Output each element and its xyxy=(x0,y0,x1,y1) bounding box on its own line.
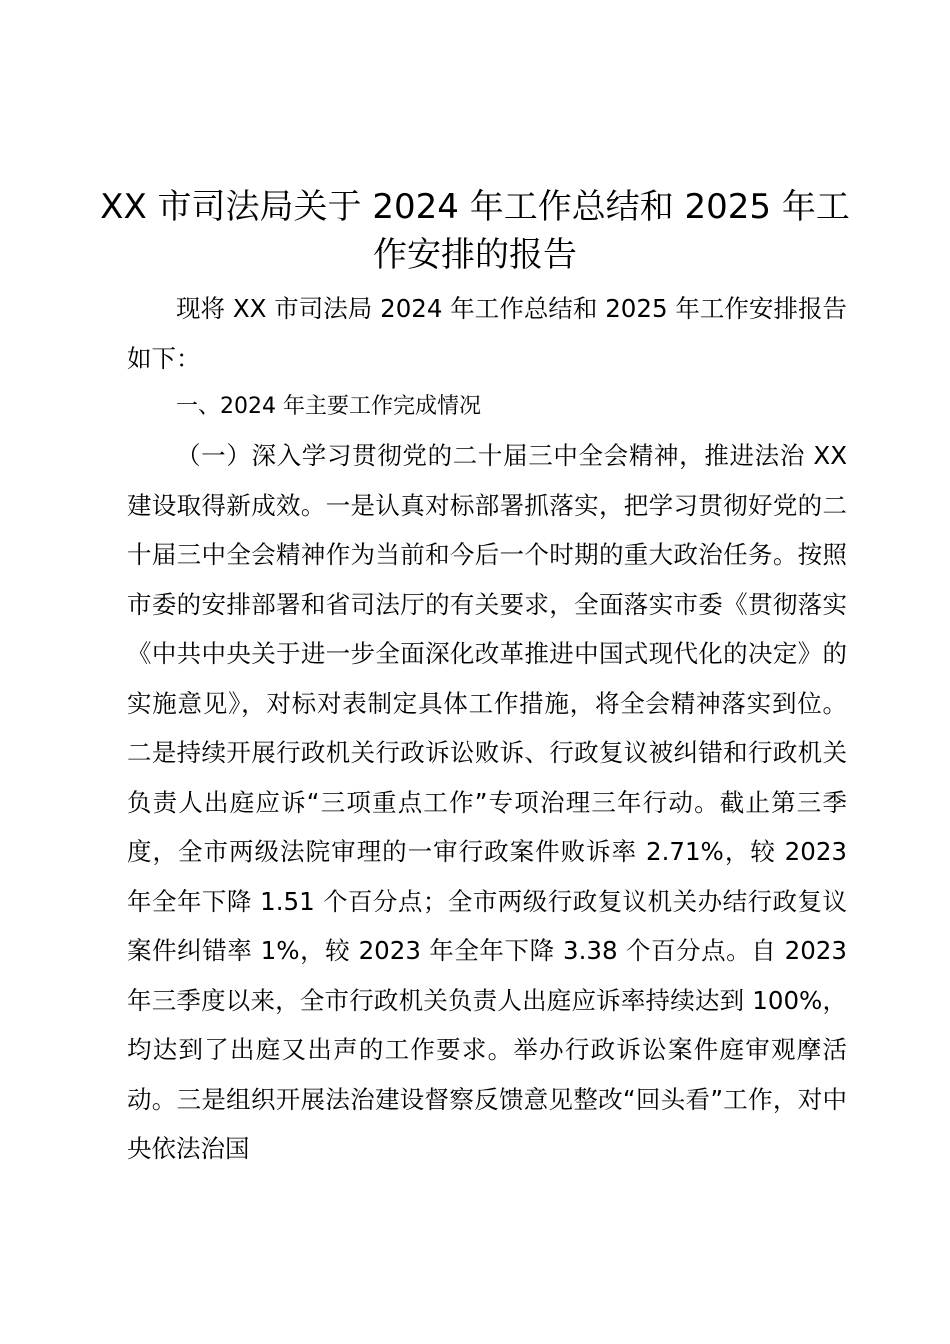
document-title: XX 市司法局关于 2024 年工作总结和 2025 年工作安排的报告 xyxy=(100,187,850,275)
section-heading: 一、2024 年主要工作完成情况 xyxy=(176,394,481,419)
intro-paragraph: 现将 XX 市司法局 2024 年工作总结和 2025 年工作安排报告如下： xyxy=(127,294,847,373)
body-paragraph: （一）深入学习贯彻党的二十届三中全会精神，推进法治 XX 建设取得新成效。一是认真对标部署抓落实，把学习贯彻好党的二十届三中全会精神作为当前和今后一个时期的重大政治任务。按照市委的安排部署和省司法厅的有关要求，全面落实市委《贯彻落实《中共中央关于进一步全面深化改革推进中国式现代化的决定》的实施意见》，对标对表制定具体工作措施，将全会精神落实到位。二是持续开展行政机关行政诉讼败诉、行政复议被纠错和行政机关负责人出庭应诉“三项重点工作”专项治理三年行动。截止第三季度，全市两级法院审理的一审行政案件败诉率 2.71%，较 2023 年全年下降 1.51 个百分点；全市两级行政复议机关办结行政复议案件纠错率 1%，较 2023 年全年下降 3.38 个百分点。自 2023 年三季度以来，全市行政机关负责人出庭应诉率持续达到 100%，均达到了出庭又出声的工作要求。举办行政诉讼案件庭审观摩活动。三是组织开展法治建设督察反馈意见整改“回头看”工作，对中央依法治国 xyxy=(127,441,847,1163)
